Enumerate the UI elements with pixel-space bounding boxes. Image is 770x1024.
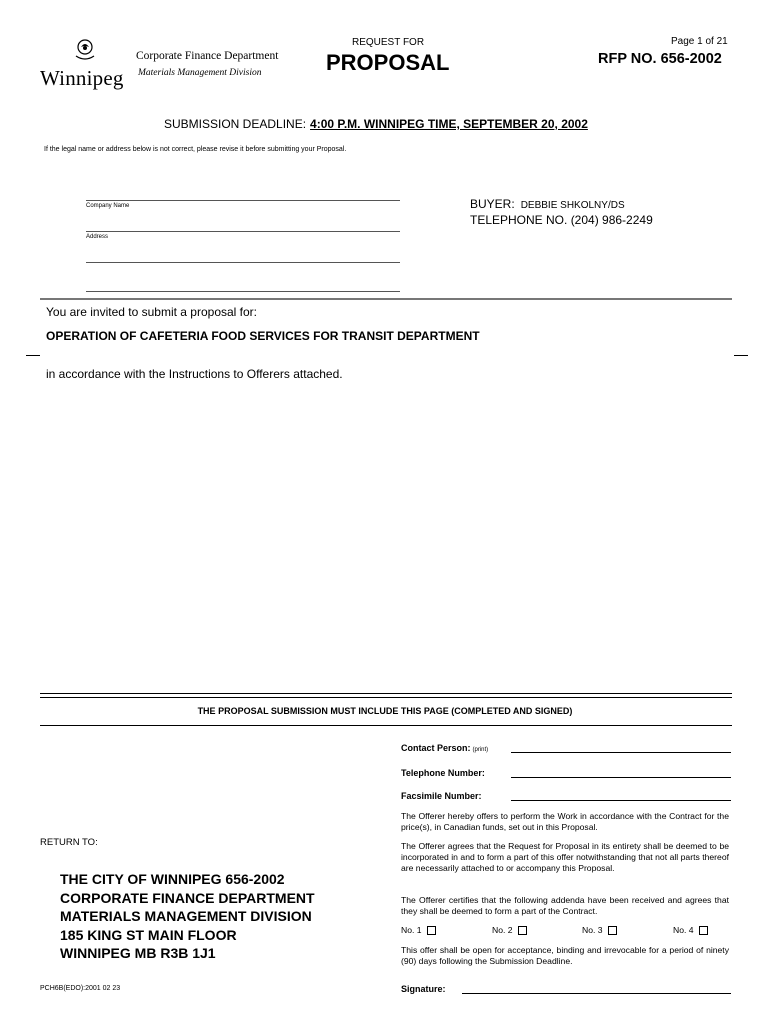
addendum-4: [673, 925, 708, 935]
buyer-label: BUYER:: [470, 197, 515, 211]
addendum-2-label: No. 2: [492, 925, 513, 935]
contact-person-input[interactable]: [511, 752, 731, 753]
section-divider: [40, 298, 732, 300]
buyer-info: [470, 197, 653, 228]
company-name-line[interactable]: [86, 200, 400, 201]
addendum-4-label: No. 4: [673, 925, 694, 935]
left-margin-mark: [26, 355, 40, 356]
accordance-text: in accordance with the Instructions to Offerers attached.: [46, 367, 343, 381]
print-note: (print): [472, 747, 489, 753]
address-line-2[interactable]: [86, 262, 400, 263]
city-emblem-icon: [74, 38, 96, 64]
project-title: OPERATION OF CAFETERIA FOOD SERVICES FOR TRANSIT DEPARTMENT: [46, 329, 480, 343]
notice-rule-bottom: [40, 725, 732, 726]
submission-notice: THE PROPOSAL SUBMISSION MUST INCLUDE THIS PAGE (COMPLETED AND SIGNED): [197, 706, 573, 716]
addendum-3-label: No. 3: [582, 925, 603, 935]
addendum-1: [401, 925, 436, 935]
document-title: PROPOSAL: [326, 50, 450, 75]
return-address: [60, 870, 315, 963]
addendum-2-checkbox[interactable]: [518, 926, 527, 935]
addendum-1-label: No. 1: [401, 925, 422, 935]
offer-paragraph-1: The Offerer hereby offers to perform the Work in accordance with the Contract for the price(s), in Canadian funds, set out in this Proposal.: [401, 811, 729, 833]
return-to-label: RETURN TO:: [40, 837, 98, 848]
address-line: CORPORATE FINANCE DEPARTMENT: [60, 889, 315, 906]
address-line: 185 KING ST MAIN FLOOR: [60, 926, 237, 943]
notice-rule-top-2: [40, 697, 732, 698]
department-name: Corporate Finance Department: [136, 50, 279, 62]
submission-deadline: [164, 117, 588, 131]
deadline-label: SUBMISSION DEADLINE:: [164, 117, 307, 131]
addendum-1-checkbox[interactable]: [427, 926, 436, 935]
addendum-4-checkbox[interactable]: [699, 926, 708, 935]
rfp-number: RFP NO. 656-2002: [598, 51, 722, 67]
address-line: THE CITY OF WINNIPEG 656-2002: [60, 871, 285, 887]
facsimile-label: Facsimile Number: [401, 791, 479, 801]
offer-paragraph-2: The Offerer agrees that the Request for Proposal in its entirety shall be deemed to be incorporated in and to form a part of this offer notwithstanding that not all parts thereof are necessarily attached to or accompany this Proposal.: [401, 841, 729, 874]
address-label: Address: [86, 234, 109, 240]
buyer-telephone: TELEPHONE NO. (204) 986-2249: [470, 213, 653, 227]
form-code: PCH6B(EDO):2001 02 23: [40, 985, 121, 992]
telephone-input[interactable]: [511, 777, 731, 778]
request-for-label: REQUEST FOR: [352, 37, 425, 48]
notice-rule-top-1: [40, 693, 732, 694]
invitation-intro: You are invited to submit a proposal for:: [46, 305, 258, 319]
addendum-2: [492, 925, 527, 935]
deadline-value: 4:00 P.M. WINNIPEG TIME, SEPTEMBER 20, 2002: [310, 117, 588, 131]
page-indicator: Page 1 of 21: [671, 36, 728, 47]
offer-paragraph-4: This offer shall be open for acceptance, binding and irrevocable for a period of ninety (90) days following the Submission Deadline.: [401, 945, 729, 967]
facsimile-input[interactable]: [511, 800, 731, 801]
signature-label: Signature:: [401, 984, 446, 994]
address-line-3[interactable]: [86, 291, 400, 292]
division-name: Materials Management Division: [138, 68, 262, 78]
logo-wordmark: Winnipeg: [40, 66, 124, 90]
address-line: WINNIPEG MB R3B 1J1: [60, 945, 216, 961]
telephone-field: Telephone Number:: [401, 768, 485, 778]
address-line: MATERIALS MANAGEMENT DIVISION: [60, 908, 312, 924]
telephone-label: Telephone Number: [401, 768, 482, 778]
company-name-label: Company Name: [86, 203, 130, 209]
signature-input[interactable]: [462, 993, 731, 994]
winnipeg-logo: [40, 38, 130, 94]
legal-name-note: If the legal name or address below is not correct, please revise it before submitting your Proposal.: [44, 146, 347, 153]
addendum-3: [582, 925, 617, 935]
offer-paragraph-3: The Offerer certifies that the following addenda have been received and agrees that they shall be deemed to form a part of the Contract.: [401, 895, 729, 917]
contact-person-label: Contact Person: [401, 743, 468, 753]
buyer-name: DEBBIE SHKOLNY/DS: [520, 200, 625, 211]
right-margin-mark: [734, 355, 748, 356]
contact-person-field: Contact Person: (print): [401, 743, 489, 753]
addendum-3-checkbox[interactable]: [608, 926, 617, 935]
facsimile-field: Facsimile Number:: [401, 791, 482, 801]
address-line-1[interactable]: [86, 231, 400, 232]
